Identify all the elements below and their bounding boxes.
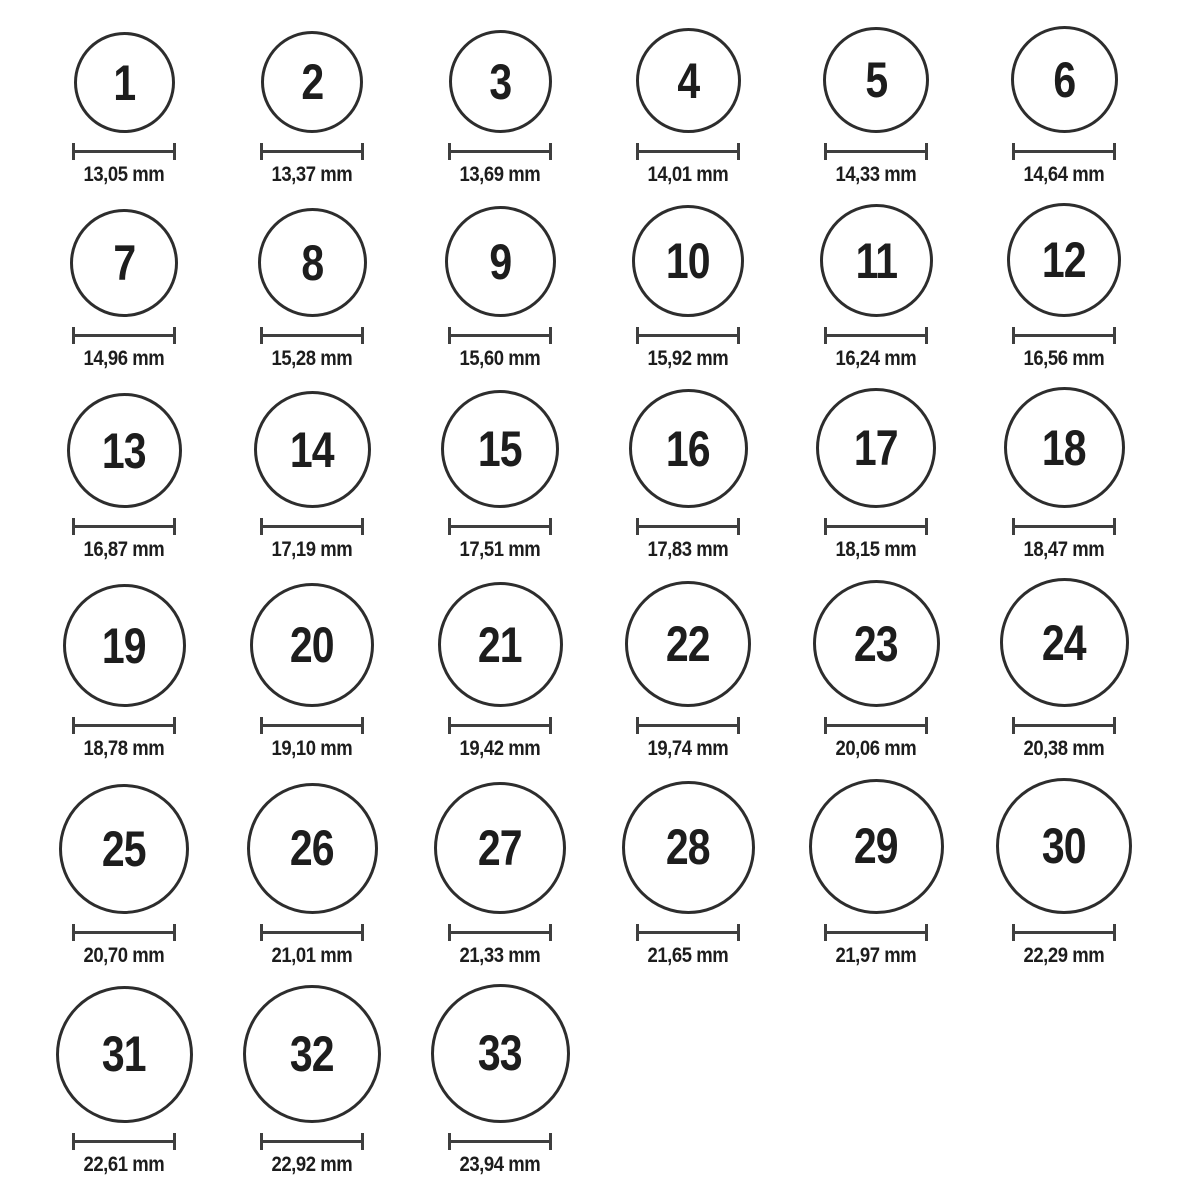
ring-size-number: 20 [290, 617, 334, 674]
diameter-label: 18,78 mm [83, 737, 165, 761]
ring-size-number: 33 [478, 1025, 522, 1082]
measure-bar [263, 724, 361, 727]
measure-bar [1015, 150, 1113, 153]
diameter-measure-line [636, 924, 740, 941]
ring-size-number: 10 [666, 233, 710, 290]
ring-size-cell [1011, 26, 1118, 187]
ring-size-number: 16 [666, 420, 710, 477]
diameter-label: 14,96 mm [83, 347, 165, 371]
diameter-measure-line [448, 1133, 552, 1150]
diameter-label: 20,06 mm [835, 737, 917, 761]
ring-circle [449, 30, 552, 133]
ring-size-number: 27 [478, 819, 522, 876]
ring-size-number: 9 [489, 233, 511, 290]
ring-size-cell [636, 28, 741, 187]
ring-circle [1011, 26, 1118, 133]
measure-bar [1015, 724, 1113, 727]
diameter-label: 21,65 mm [647, 943, 729, 967]
ring-size-number: 11 [855, 232, 897, 289]
ring-size-cell [70, 209, 178, 371]
ring-circle [441, 390, 559, 508]
ring-size-number: 29 [854, 818, 898, 875]
ring-circle [56, 986, 193, 1123]
diameter-measure-line [260, 518, 364, 535]
ring-size-number: 4 [677, 52, 699, 109]
diameter-label: 22,29 mm [1023, 943, 1105, 967]
ring-circle [67, 393, 182, 508]
ring-circle [261, 31, 363, 133]
ring-size-cell [431, 984, 570, 1177]
ring-circle [1007, 203, 1121, 317]
ring-size-cell [59, 784, 189, 968]
diameter-label: 18,47 mm [1023, 538, 1105, 562]
measure-bar [639, 724, 737, 727]
diameter-label: 13,05 mm [83, 163, 165, 186]
diameter-label: 15,92 mm [647, 347, 729, 371]
diameter-label: 19,10 mm [271, 737, 353, 761]
measure-bar [827, 525, 925, 528]
ring-size-number: 32 [290, 1025, 334, 1082]
diameter-measure-line [636, 327, 740, 344]
measure-bar [827, 931, 925, 934]
ring-size-number: 21 [478, 616, 522, 673]
ring-size-cell [254, 391, 371, 562]
ring-size-number: 12 [1042, 232, 1086, 289]
ring-size-number: 5 [865, 52, 887, 108]
ring-size-number: 17 [854, 420, 898, 477]
measure-bar [827, 334, 925, 337]
measure-bar [1015, 525, 1113, 528]
ring-size-cell [1007, 203, 1121, 371]
diameter-measure-line [72, 143, 176, 160]
ring-circle [434, 782, 566, 914]
diameter-measure-line [72, 924, 176, 941]
diameter-measure-line [72, 1133, 176, 1150]
ring-size-number: 19 [102, 617, 146, 674]
ring-size-number: 25 [102, 820, 146, 877]
ring-circle [438, 582, 563, 707]
diameter-label: 17,83 mm [647, 538, 729, 562]
diameter-measure-line [1012, 143, 1116, 160]
measure-bar [263, 150, 361, 153]
ring-size-cell [820, 204, 933, 371]
measure-bar [451, 724, 549, 727]
ring-size-number: 3 [489, 53, 511, 110]
ring-size-cell [247, 783, 378, 968]
ring-circle [636, 28, 741, 133]
diameter-label: 14,33 mm [835, 163, 917, 186]
ring-circle [809, 779, 944, 914]
ring-circle [59, 784, 189, 914]
ring-circle [431, 984, 570, 1123]
measure-bar [75, 334, 173, 337]
diameter-label: 21,97 mm [835, 943, 917, 967]
ring-size-cell [996, 778, 1132, 968]
diameter-measure-line [448, 518, 552, 535]
diameter-label: 22,61 mm [83, 1152, 165, 1176]
ring-circle [243, 985, 381, 1123]
ring-size-cell [72, 32, 176, 187]
ring-size-cell [622, 781, 755, 968]
ring-size-number: 6 [1053, 51, 1075, 108]
measure-bar [451, 931, 549, 934]
ring-size-cell [813, 580, 940, 761]
ring-size-number: 22 [666, 616, 710, 673]
ring-circle [1004, 387, 1125, 508]
measure-bar [75, 1140, 173, 1143]
ring-size-cell [1004, 387, 1125, 562]
measure-bar [451, 334, 549, 337]
ring-size-number: 1 [113, 54, 135, 111]
diameter-label: 21,33 mm [459, 943, 541, 967]
diameter-label: 15,60 mm [459, 347, 541, 371]
measure-bar [1015, 334, 1113, 337]
ring-circle [823, 27, 929, 133]
diameter-measure-line [1012, 924, 1116, 941]
ring-size-cell [250, 583, 374, 761]
diameter-label: 14,01 mm [647, 163, 729, 186]
diameter-measure-line [824, 143, 928, 160]
diameter-measure-line [824, 924, 928, 941]
ring-circle [445, 206, 556, 317]
ring-circle [63, 584, 186, 707]
diameter-measure-line [824, 327, 928, 344]
ring-circle [820, 204, 933, 317]
diameter-label: 16,24 mm [835, 347, 917, 371]
measure-bar [1015, 931, 1113, 934]
measure-bar [263, 334, 361, 337]
ring-size-cell [438, 582, 563, 761]
ring-size-number: 14 [290, 421, 334, 478]
diameter-label: 17,51 mm [459, 538, 541, 562]
diameter-measure-line [448, 143, 552, 160]
diameter-measure-line [448, 327, 552, 344]
ring-size-cell [67, 393, 182, 562]
ring-size-number: 15 [478, 421, 522, 478]
measure-bar [451, 150, 549, 153]
ring-size-cell [809, 779, 944, 968]
diameter-measure-line [260, 327, 364, 344]
diameter-measure-line [72, 717, 176, 734]
ring-size-cell [632, 205, 744, 371]
diameter-label: 13,69 mm [459, 163, 541, 186]
ring-size-cell [441, 390, 559, 562]
ring-size-number: 7 [113, 235, 135, 292]
ring-circle [622, 781, 755, 914]
ring-size-cell [63, 584, 186, 761]
diameter-label: 20,70 mm [83, 943, 165, 967]
diameter-label: 21,01 mm [271, 943, 353, 967]
diameter-label: 19,42 mm [459, 737, 541, 761]
ring-size-cell [816, 388, 936, 562]
ring-circle [254, 391, 371, 508]
diameter-label: 15,28 mm [271, 347, 353, 371]
diameter-measure-line [448, 924, 552, 941]
ring-size-cell [56, 986, 193, 1177]
ring-circle [70, 209, 178, 317]
measure-bar [827, 150, 925, 153]
ring-size-cell [260, 31, 364, 187]
ring-size-cell [258, 208, 367, 371]
diameter-measure-line [72, 327, 176, 344]
ring-size-number: 8 [301, 234, 323, 291]
ring-circle [250, 583, 374, 707]
ring-size-number: 13 [102, 422, 146, 479]
ring-size-number: 30 [1042, 817, 1086, 874]
measure-bar [639, 334, 737, 337]
diameter-measure-line [72, 518, 176, 535]
measure-bar [75, 150, 173, 153]
diameter-measure-line [448, 717, 552, 734]
diameter-label: 13,37 mm [271, 163, 353, 186]
ring-size-number: 24 [1042, 614, 1086, 671]
diameter-label: 16,87 mm [83, 538, 165, 562]
ring-circle [816, 388, 936, 508]
measure-bar [75, 525, 173, 528]
ring-size-cell [434, 782, 566, 968]
diameter-measure-line [1012, 327, 1116, 344]
diameter-measure-line [1012, 717, 1116, 734]
ring-circle [996, 778, 1132, 914]
ring-size-number: 26 [290, 820, 334, 877]
ring-size-cell [243, 985, 381, 1177]
ring-circle [247, 783, 378, 914]
ring-size-cell [448, 30, 552, 187]
measure-bar [639, 150, 737, 153]
diameter-measure-line [636, 518, 740, 535]
ring-size-cell [445, 206, 556, 371]
ring-size-number: 28 [666, 819, 710, 876]
ring-size-number: 31 [102, 1026, 146, 1083]
diameter-measure-line [636, 143, 740, 160]
diameter-measure-line [260, 924, 364, 941]
diameter-measure-line [260, 717, 364, 734]
diameter-measure-line [824, 518, 928, 535]
measure-bar [639, 931, 737, 934]
diameter-label: 14,64 mm [1023, 163, 1105, 186]
diameter-measure-line [1012, 518, 1116, 535]
ring-circle [632, 205, 744, 317]
ring-circle [74, 32, 175, 133]
diameter-measure-line [636, 717, 740, 734]
ring-circle [813, 580, 940, 707]
measure-bar [75, 931, 173, 934]
diameter-label: 22,92 mm [271, 1152, 353, 1176]
measure-bar [75, 724, 173, 727]
measure-bar [827, 724, 925, 727]
measure-bar [639, 525, 737, 528]
ring-size-number: 23 [854, 615, 898, 672]
ring-size-number: 2 [301, 54, 323, 110]
diameter-label: 17,19 mm [271, 538, 353, 562]
diameter-label: 20,38 mm [1023, 737, 1105, 761]
measure-bar [451, 1140, 549, 1143]
ring-size-cell [1000, 578, 1129, 761]
ring-circle [1000, 578, 1129, 707]
diameter-label: 19,74 mm [647, 737, 729, 761]
diameter-measure-line [260, 143, 364, 160]
measure-bar [451, 525, 549, 528]
ring-circle [258, 208, 367, 317]
diameter-label: 18,15 mm [835, 538, 917, 562]
measure-bar [263, 1140, 361, 1143]
diameter-label: 16,56 mm [1023, 347, 1105, 371]
diameter-measure-line [260, 1133, 364, 1150]
measure-bar [263, 525, 361, 528]
ring-size-cell [823, 27, 929, 187]
ring-circle [629, 389, 748, 508]
diameter-measure-line [824, 717, 928, 734]
ring-size-cell [625, 581, 751, 761]
measure-bar [263, 931, 361, 934]
ring-circle [625, 581, 751, 707]
diameter-label: 23,94 mm [459, 1152, 541, 1176]
ring-size-cell [629, 389, 748, 562]
ring-size-number: 18 [1042, 419, 1086, 476]
